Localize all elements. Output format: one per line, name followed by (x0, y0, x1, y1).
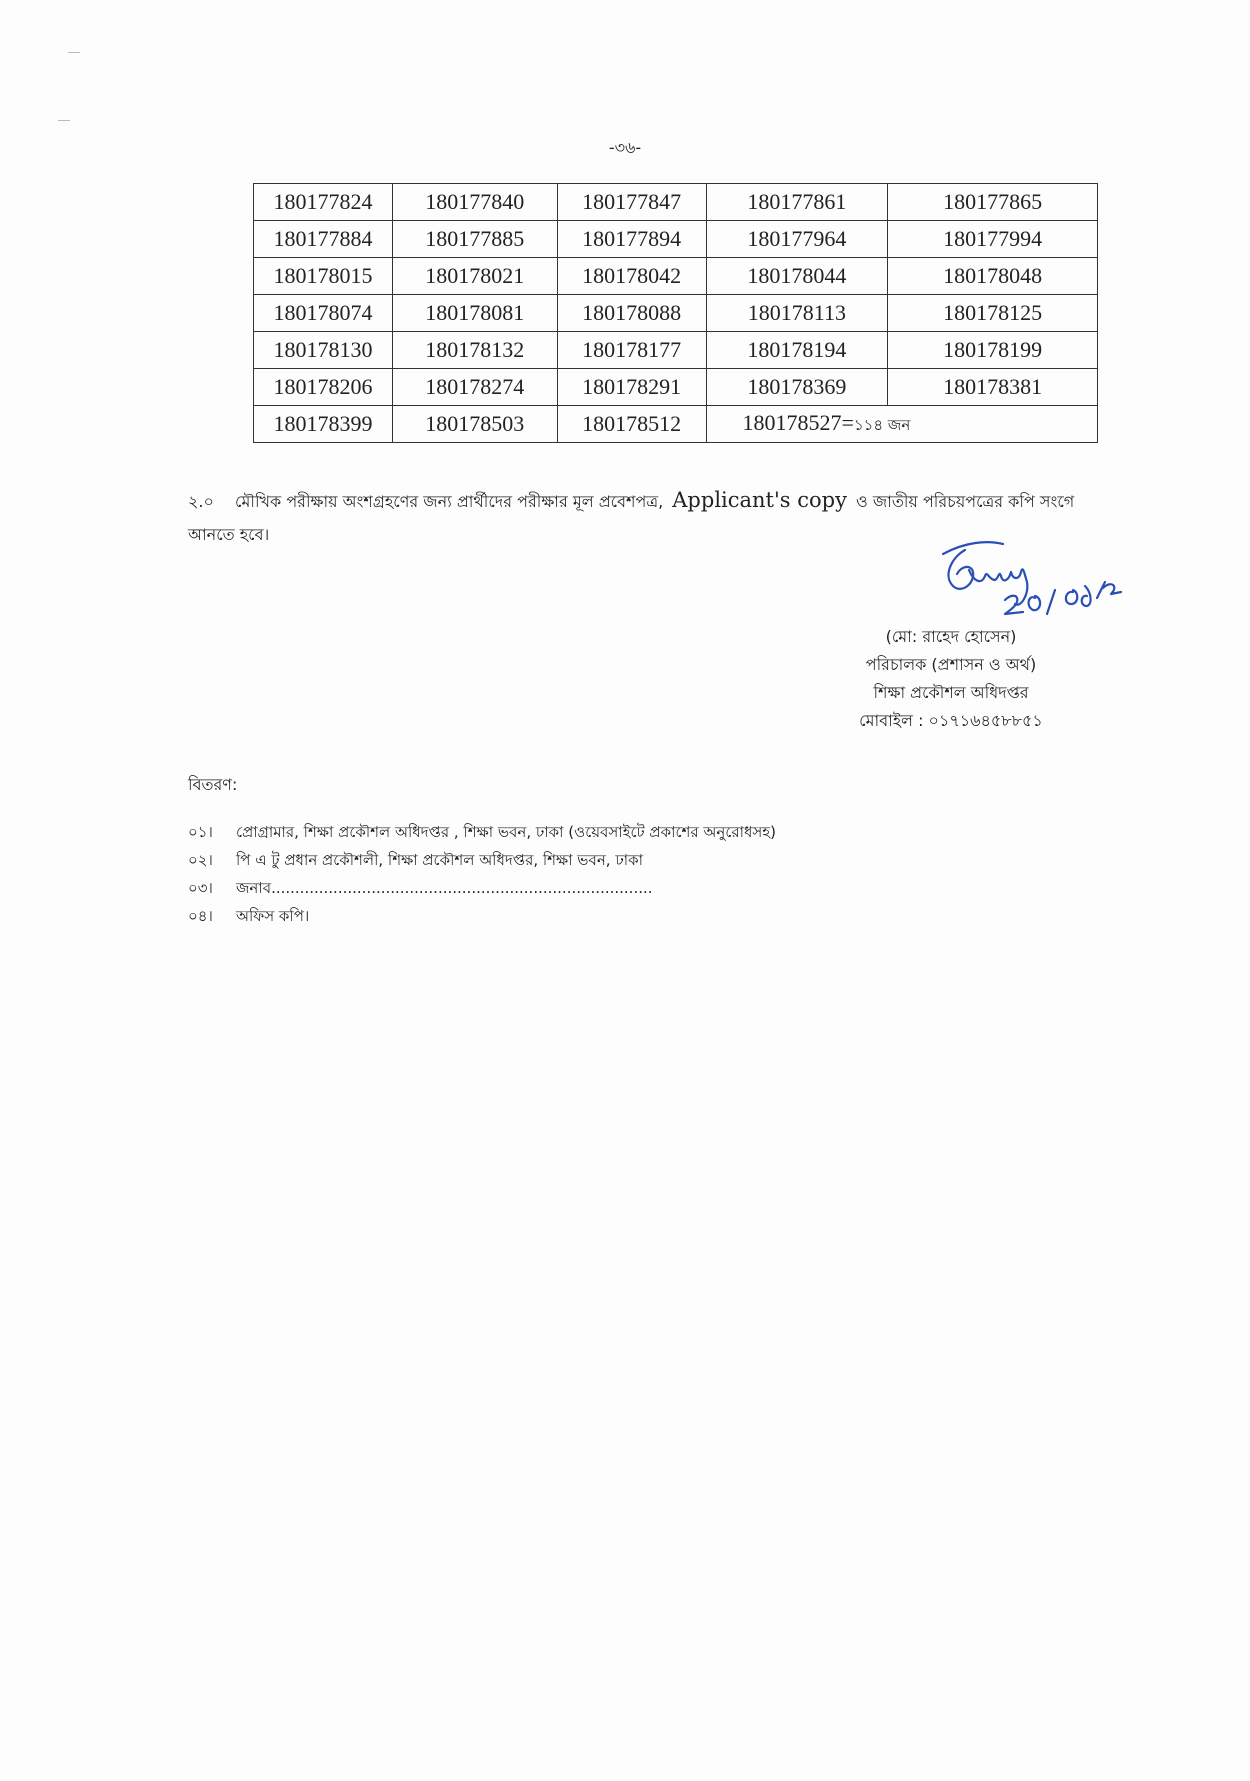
table-row (254, 369, 1098, 406)
roll-cell: 180177861 (706, 184, 888, 221)
roll-cell: 180178130 (254, 332, 393, 369)
final-roll-number: 180178527= (742, 409, 854, 435)
roll-cell: 180178512 (557, 406, 706, 443)
roll-cell: 180178044 (706, 258, 888, 295)
instruction-text-after: ও জাতীয় পরিচয়পত্রের কপি সংগে আনতে হবে। (188, 492, 1075, 544)
distribution-item (188, 818, 948, 846)
distribution-item (188, 846, 948, 874)
distribution-item-number: ০৪। (188, 907, 213, 925)
roll-table-body (254, 184, 1098, 443)
roll-cell: 180177964 (706, 221, 888, 258)
roll-cell: 180178042 (557, 258, 706, 295)
signatory-mobile: মোবাইল : ০১৭১৬৪৫৮৮৫১ (859, 711, 1043, 730)
table-row (254, 406, 1098, 443)
roll-cell: 180177994 (888, 221, 1098, 258)
handwritten-signature (925, 528, 1125, 628)
roll-cell: 180178291 (557, 369, 706, 406)
roll-cell: 180178074 (254, 295, 393, 332)
roll-cell: 180178194 (706, 332, 888, 369)
distribution-item-text: পি এ টু প্রধান প্রকৌশলী, শিক্ষা প্রকৌশল অধিদপ্তর, শিক্ষা ভবন, ঢাকা (236, 851, 644, 869)
roll-cell: 180178369 (706, 369, 888, 406)
roll-cell: 180177847 (557, 184, 706, 221)
table-row (254, 258, 1098, 295)
instruction-text-english: Applicant's copy (672, 488, 847, 512)
distribution-item (188, 902, 948, 930)
roll-cell: 180178399 (254, 406, 393, 443)
roll-cell: 180178199 (888, 332, 1098, 369)
distribution-item-text: অফিস কপি। (236, 907, 310, 925)
roll-cell: 180177865 (888, 184, 1098, 221)
roll-cell: 180178015 (254, 258, 393, 295)
roll-number-table (253, 183, 1098, 443)
distribution-list (188, 818, 948, 930)
distribution-item-text: প্রোগ্রামার, শিক্ষা প্রকৌশল অধিদপ্তর , শিক্ষা ভবন, ঢাকা (ওয়েবসাইটে প্রকাশের অনুরোধসহ) (236, 823, 777, 841)
distribution-item (188, 874, 948, 902)
table-row (254, 295, 1098, 332)
roll-cell: 180178503 (392, 406, 557, 443)
roll-cell: 180178088 (557, 295, 706, 332)
signatory-block (836, 623, 1066, 735)
roll-cell: 180178206 (254, 369, 393, 406)
roll-cell: 180178048 (888, 258, 1098, 295)
total-count: ১১৪ জন (853, 415, 911, 434)
signatory-office: শিক্ষা প্রকৌশল অধিদপ্তর (873, 683, 1029, 702)
roll-cell: 180178274 (392, 369, 557, 406)
roll-cell: 180177824 (254, 184, 393, 221)
margin-mark (58, 120, 70, 121)
roll-cell: 180177894 (557, 221, 706, 258)
roll-cell: 180178113 (706, 295, 888, 332)
distribution-item-number: ০১। (188, 823, 213, 841)
page-number: -৩৬- (608, 138, 642, 157)
margin-mark (68, 52, 80, 53)
final-roll-cell (706, 406, 1097, 443)
roll-cell: 180178081 (392, 295, 557, 332)
roll-cell: 180178125 (888, 295, 1098, 332)
signatory-name: (মো: রাহেদ হোসেন) (885, 627, 1017, 646)
table-row (254, 221, 1098, 258)
roll-cell: 180177840 (392, 184, 557, 221)
table-row (254, 184, 1098, 221)
distribution-item-number: ০৩। (188, 879, 213, 897)
instruction-number: ২.০ (188, 492, 214, 511)
roll-cell: 180178177 (557, 332, 706, 369)
distribution-item-number: ০২। (188, 851, 213, 869)
roll-cell: 180177885 (392, 221, 557, 258)
instruction-text-before: মৌখিক পরীক্ষায় অংশগ্রহণের জন্য প্রার্থীদের পরীক্ষার মূল প্রবেশপত্র, (235, 492, 664, 511)
distribution-title: বিতরণ: (188, 775, 238, 794)
roll-cell: 180178132 (392, 332, 557, 369)
roll-cell: 180178021 (392, 258, 557, 295)
distribution-item-text: জনাব................................................................................ (236, 879, 653, 897)
signatory-designation: পরিচালক (প্রশাসন ও অর্থ) (865, 655, 1037, 674)
roll-cell: 180178381 (888, 369, 1098, 406)
table-row (254, 332, 1098, 369)
roll-cell: 180177884 (254, 221, 393, 258)
signature-name-text: Husen (925, 528, 929, 529)
